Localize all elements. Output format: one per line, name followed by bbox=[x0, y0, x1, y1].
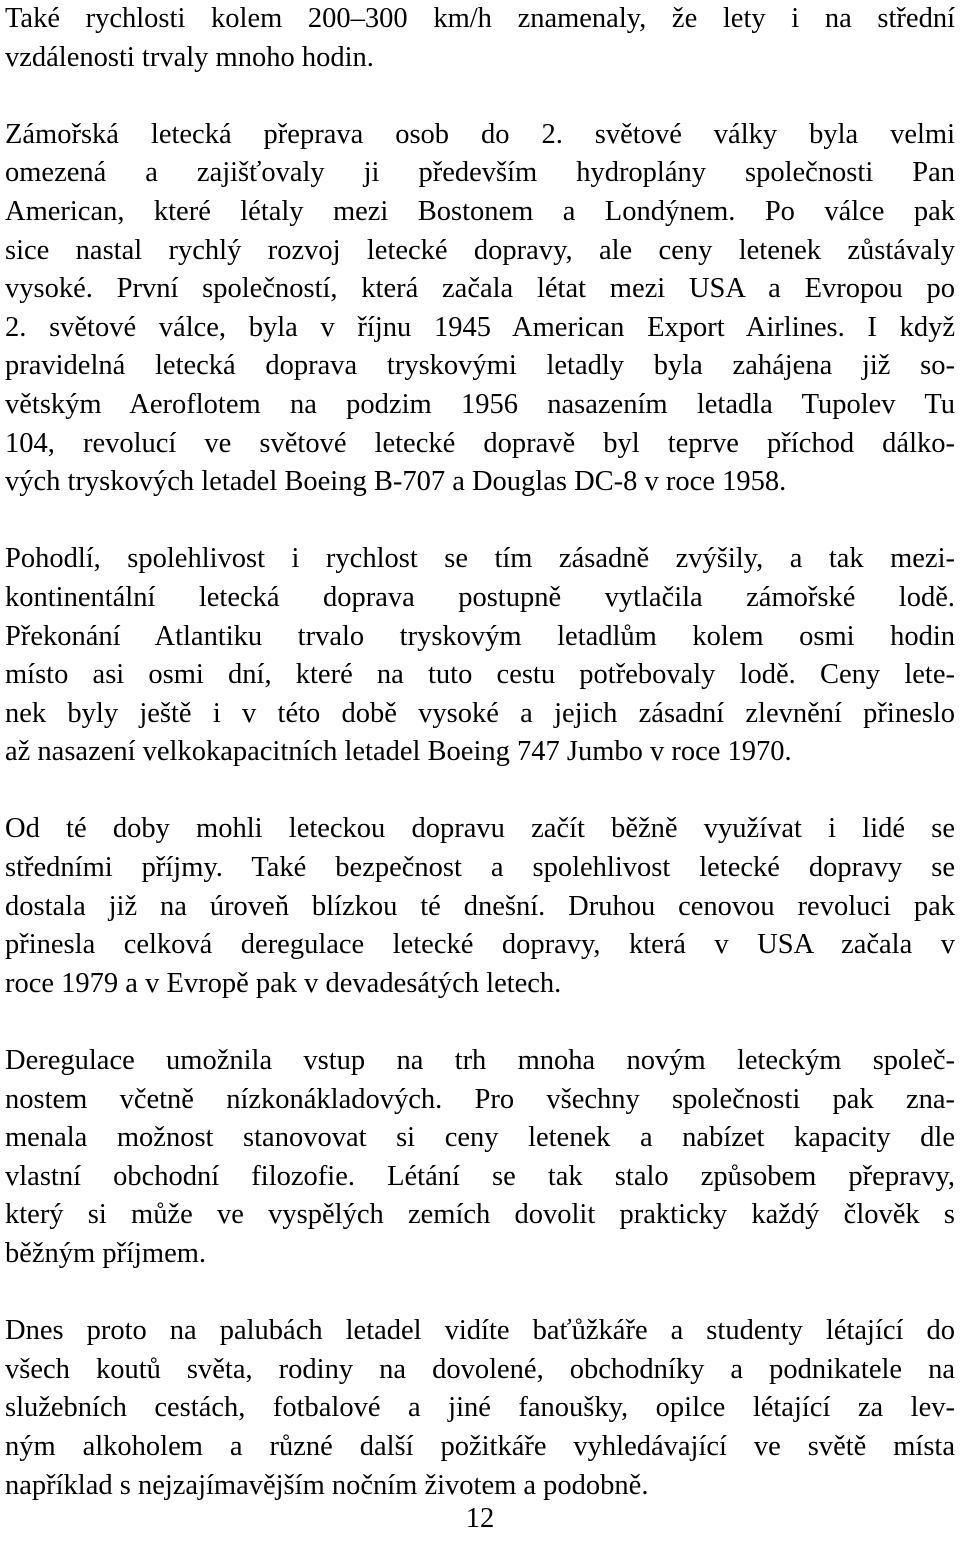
text-line: místo asi osmi dní, které na tuto cestu potřebovaly lodě. Ceny lete- bbox=[5, 659, 955, 691]
text-line: dostala již na úroveň blízkou té dnešní. Druhou cenovou revoluci pak bbox=[5, 890, 955, 922]
text-line: Pohodlí, spolehlivost i rychlost se tím zásadně zvýšily, a tak mezi- bbox=[5, 543, 955, 575]
paragraph-6 bbox=[5, 1312, 955, 1505]
text-line: Deregulace umožnila vstup na trh mnoha novým leteckým společ- bbox=[5, 1045, 955, 1077]
paragraph-1 bbox=[5, 0, 955, 77]
text-line: středními příjmy. Také bezpečnost a spolehlivost letecké dopravy se bbox=[5, 852, 955, 884]
text-line: ným alkoholem a různé další požitkáře vyhledávající ve světě místa bbox=[5, 1430, 955, 1462]
text-line: Překonání Atlantiku trvalo tryskovým letadlům kolem osmi hodin bbox=[5, 620, 955, 652]
text-line: vysoké. První společností, která začala létat mezi USA a Evropou po bbox=[5, 273, 955, 305]
text-line: sice nastal rychlý rozvoj letecké dopravy, ale ceny letenek zůstávaly bbox=[5, 234, 955, 266]
text-line: menala možnost stanovovat si ceny letenek a nabízet kapacity dle bbox=[5, 1122, 955, 1154]
text-line: roce 1979 a v Evropě pak v devadesátých letech. bbox=[5, 967, 562, 999]
text-line: vzdálenosti trvaly mnoho hodin. bbox=[5, 41, 374, 73]
text-line: 2. světové válce, byla v říjnu 1945 American Export Airlines. I když bbox=[5, 311, 955, 343]
text-line: nostem včetně nízkonákladových. Pro všechny společnosti pak zna- bbox=[5, 1083, 955, 1115]
page-number: 12 bbox=[465, 1503, 495, 1534]
text-line: například s nejzajímavějším nočním životem a podobně. bbox=[5, 1469, 649, 1501]
document-page bbox=[5, 0, 955, 1550]
paragraph-4 bbox=[5, 810, 955, 1003]
text-line: Od té doby mohli leteckou dopravu začít běžně využívat i lidé se bbox=[5, 813, 955, 845]
text-line: nek byly ještě i v této době vysoké a jejich zásadní zlevnění přineslo bbox=[5, 697, 955, 729]
paragraph-5 bbox=[5, 1042, 955, 1274]
text-line: Zámořská letecká přeprava osob do 2. světové války byla velmi bbox=[5, 118, 955, 150]
text-line: přinesla celková deregulace letecké dopravy, která v USA začala v bbox=[5, 929, 955, 961]
text-line: omezená a zajišťovaly ji především hydroplány společnosti Pan bbox=[5, 157, 955, 189]
text-line: kontinentální letecká doprava postupně vytlačila zámořské lodě. bbox=[5, 581, 955, 613]
text-line: větským Aeroflotem na podzim 1956 nasazením letadla Tupolev Tu bbox=[5, 388, 955, 420]
text-line: vých tryskových letadel Boeing B-707 a Douglas DC-8 v roce 1958. bbox=[5, 466, 787, 498]
text-line: který si může ve vyspělých zemích dovolit prakticky každý člověk s bbox=[5, 1199, 955, 1231]
paragraph-3 bbox=[5, 540, 955, 772]
paragraph-2 bbox=[5, 116, 955, 502]
text-line: pravidelná letecká doprava tryskovými letadly byla zahájena již so- bbox=[5, 350, 955, 382]
text-line: Také rychlosti kolem 200–300 km/h znamenaly, že lety i na střední bbox=[5, 3, 955, 34]
text-line: Dnes proto na palubách letadel vidíte baťůžkáře a studenty létající do bbox=[5, 1315, 955, 1347]
text-line: 104, revolucí ve světové letecké dopravě byl teprve příchod dálko- bbox=[5, 427, 955, 459]
text-line: vlastní obchodní filozofie. Létání se tak stalo způsobem přepravy, bbox=[5, 1160, 955, 1192]
text-line: až nasazení velkokapacitních letadel Boeing 747 Jumbo v roce 1970. bbox=[5, 736, 792, 768]
text-line: American, které létaly mezi Bostonem a Londýnem. Po válce pak bbox=[5, 195, 955, 227]
text-line: služebních cestách, fotbalové a jiné fanoušky, opilce létající za lev- bbox=[5, 1392, 955, 1424]
text-line: běžným příjmem. bbox=[5, 1238, 207, 1269]
text-line: všech koutů světa, rodiny na dovolené, obchodníky a podnikatele na bbox=[5, 1353, 955, 1385]
